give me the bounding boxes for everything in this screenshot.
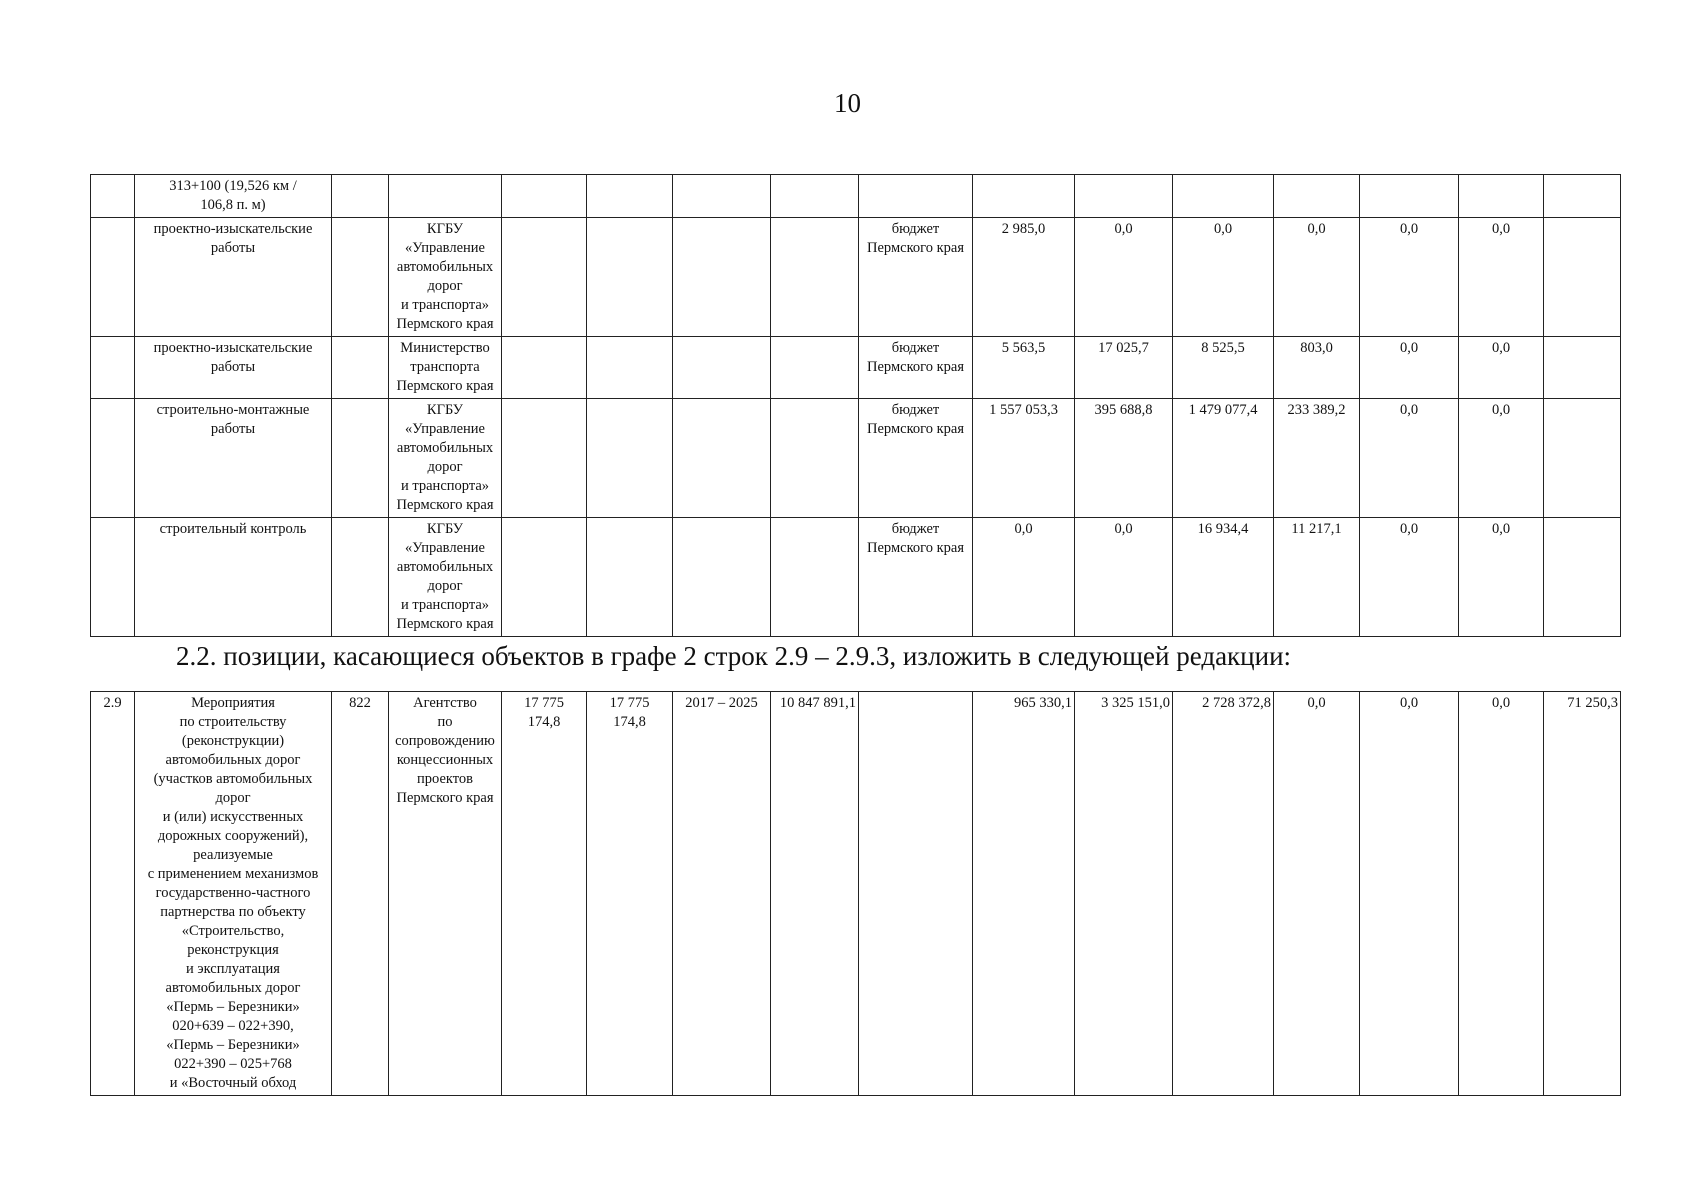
total-cell: 10 847 891,1	[771, 692, 859, 1096]
value-cell: 965 330,1	[973, 692, 1075, 1096]
table-row	[91, 175, 1621, 218]
value-cell: 1 557 053,3	[973, 399, 1075, 518]
value-cell: 0,0	[1075, 518, 1173, 637]
value-cell	[1544, 518, 1621, 637]
cost-cell	[587, 337, 673, 399]
row-number-cell	[91, 518, 135, 637]
period-cell	[673, 175, 771, 218]
object-name-cell: проектно-изыскательские работы	[135, 337, 332, 399]
table-row	[91, 399, 1621, 518]
value-cell	[1459, 175, 1544, 218]
value-cell: 0,0	[1459, 518, 1544, 637]
value-cell: 16 934,4	[1173, 518, 1274, 637]
source-cell	[859, 175, 973, 218]
value-cell: 803,0	[1274, 337, 1360, 399]
value-cell: 0,0	[1274, 218, 1360, 337]
row-number-cell	[91, 175, 135, 218]
cost-cell	[587, 399, 673, 518]
value-cell: 17 025,7	[1075, 337, 1173, 399]
continued-table	[90, 174, 1621, 637]
value-cell: 1 479 077,4	[1173, 399, 1274, 518]
row-number-cell: 2.9	[91, 692, 135, 1096]
value-cell: 71 250,3	[1544, 692, 1621, 1096]
cost-cell	[587, 175, 673, 218]
value-cell	[1544, 175, 1621, 218]
value-cell	[973, 175, 1075, 218]
total-cell	[771, 218, 859, 337]
cost-cell	[587, 218, 673, 337]
row-number-cell	[91, 337, 135, 399]
period-cell	[673, 518, 771, 637]
cost-cell	[502, 518, 587, 637]
value-cell: 0,0	[1360, 518, 1459, 637]
cost-cell	[502, 175, 587, 218]
executor-cell: Агентство по сопровождению концессионных проектов Пермского края	[389, 692, 502, 1096]
value-cell	[1360, 175, 1459, 218]
object-name-cell: проектно-изыскательские работы	[135, 218, 332, 337]
value-cell: 0,0	[1075, 218, 1173, 337]
object-name-cell: строительный контроль	[135, 518, 332, 637]
value-cell	[1544, 337, 1621, 399]
value-cell: 0,0	[973, 518, 1075, 637]
value-cell: 233 389,2	[1274, 399, 1360, 518]
cost-cell: 17 775 174,8	[502, 692, 587, 1096]
cost-cell	[502, 399, 587, 518]
source-cell: бюджет Пермского края	[859, 218, 973, 337]
executor-cell: КГБУ «Управление автомобильных дорог и транспорта» Пермского края	[389, 218, 502, 337]
object-name-cell: Мероприятия по строительству (реконструкции) автомобильных дорог (участков автомобильных дорог и (или) искусственных дорожных сооружений), реализуемые с применением механизмов государственно-частного партнерства по объекту «Строительство, реконструкция и эксплуатация автомобильных дорог «Пермь – Березники» 020+639 – 022+390, «Пермь – Березники» 022+390 – 025+768 и «Восточный обход	[135, 692, 332, 1096]
value-cell	[1173, 175, 1274, 218]
period-cell: 2017 – 2025	[673, 692, 771, 1096]
period-cell	[673, 337, 771, 399]
value-cell: 5 563,5	[973, 337, 1075, 399]
value-cell	[1075, 175, 1173, 218]
code-cell: 822	[332, 692, 389, 1096]
table-row	[91, 218, 1621, 337]
object-name-cell: 313+100 (19,526 км / 106,8 п. м)	[135, 175, 332, 218]
value-cell	[1544, 218, 1621, 337]
value-cell: 0,0	[1173, 218, 1274, 337]
code-cell	[332, 518, 389, 637]
code-cell	[332, 337, 389, 399]
section-heading: 2.2. позиции, касающиеся объектов в графе 2 строк 2.9 – 2.9.3, изложить в следующей редакции:	[176, 641, 1292, 671]
value-cell: 0,0	[1459, 337, 1544, 399]
value-cell: 0,0	[1360, 218, 1459, 337]
row-number-cell	[91, 399, 135, 518]
table-row	[91, 692, 1621, 1096]
source-cell: бюджет Пермского края	[859, 518, 973, 637]
value-cell: 11 217,1	[1274, 518, 1360, 637]
value-cell	[1544, 399, 1621, 518]
value-cell: 0,0	[1360, 337, 1459, 399]
cost-cell	[587, 518, 673, 637]
executor-cell: Министерство транспорта Пермского края	[389, 337, 502, 399]
code-cell	[332, 218, 389, 337]
period-cell	[673, 399, 771, 518]
value-cell: 8 525,5	[1173, 337, 1274, 399]
cost-cell: 17 775 174,8	[587, 692, 673, 1096]
total-cell	[771, 399, 859, 518]
value-cell: 0,0	[1360, 399, 1459, 518]
value-cell: 2 985,0	[973, 218, 1075, 337]
source-cell	[859, 692, 973, 1096]
value-cell: 0,0	[1274, 692, 1360, 1096]
value-cell: 0,0	[1459, 692, 1544, 1096]
value-cell	[1274, 175, 1360, 218]
total-cell	[771, 175, 859, 218]
value-cell: 2 728 372,8	[1173, 692, 1274, 1096]
executor-cell	[389, 175, 502, 218]
table-row	[91, 337, 1621, 399]
table-row	[91, 518, 1621, 637]
value-cell: 0,0	[1360, 692, 1459, 1096]
value-cell: 395 688,8	[1075, 399, 1173, 518]
amended-table	[90, 691, 1621, 1096]
period-cell	[673, 218, 771, 337]
cost-cell	[502, 337, 587, 399]
value-cell: 0,0	[1459, 218, 1544, 337]
source-cell: бюджет Пермского края	[859, 399, 973, 518]
cost-cell	[502, 218, 587, 337]
code-cell	[332, 399, 389, 518]
total-cell	[771, 518, 859, 637]
page-number: 10	[834, 88, 861, 118]
row-number-cell	[91, 218, 135, 337]
value-cell: 3 325 151,0	[1075, 692, 1173, 1096]
value-cell: 0,0	[1459, 399, 1544, 518]
object-name-cell: строительно-монтажные работы	[135, 399, 332, 518]
executor-cell: КГБУ «Управление автомобильных дорог и транспорта» Пермского края	[389, 399, 502, 518]
code-cell	[332, 175, 389, 218]
executor-cell: КГБУ «Управление автомобильных дорог и транспорта» Пермского края	[389, 518, 502, 637]
source-cell: бюджет Пермского края	[859, 337, 973, 399]
total-cell	[771, 337, 859, 399]
